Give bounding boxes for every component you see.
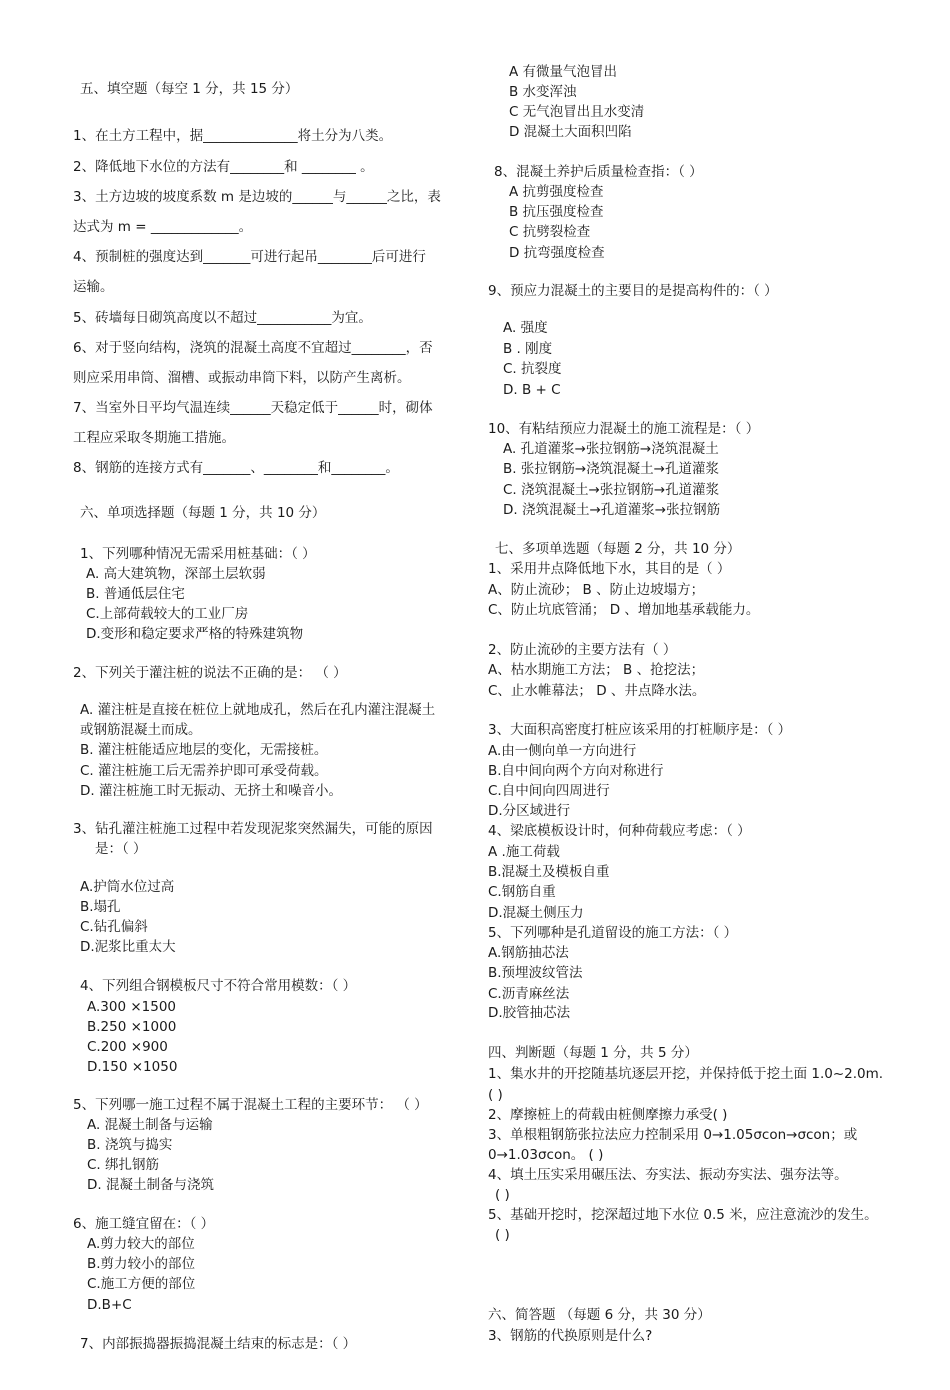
tf-q5-line2: ( ) [495,1227,510,1243]
sc-q9-option-b: B . 刚度 [503,341,553,357]
mc-q5-option-d: D.胶管抽芯法 [488,1005,571,1021]
mc-q2-stem: 2、防止流砂的主要方法有（ ） [488,642,677,658]
mc-q4-stem: 4、梁底模板设计时，何种荷载应考虑：（ ） [488,823,751,839]
tf-q4-line1: 4、填土压实采用碾压法、夯实法、振动夯实法、强夯法等。 [488,1167,848,1183]
section-6-title: 六、单项选择题（每题 1 分，共 10 分） [80,505,326,521]
sc-q7-option-a: A 有微量气泡冒出 [509,64,618,80]
sc-q2-option-d: D. 灌注桩施工时无振动、无挤土和噪音小。 [80,783,342,799]
mc-q4-option-b: B.混凝土及模板自重 [488,864,610,880]
fill-q8: 8、钢筋的连接方式有_______、________和________。 [73,460,399,476]
sc-q7-option-b: B 水变浑浊 [509,84,577,100]
sc-q4-option-c: C.200 ×900 [87,1039,168,1055]
sc-q10-option-d: D. 浇筑混凝土→孔道灌浆→张拉钢筋 [503,502,721,518]
sc-q9-option-d: D. B + C [503,382,561,398]
fill-q2: 2、降低地下水位的方法有________和 ________ 。 [73,159,374,175]
section-7-title: 七、多项单选题（每题 2 分，共 10 分） [495,541,741,557]
sc-q6-stem: 6、施工缝宜留在：（ ） [73,1216,215,1232]
mc-q3-option-c: C.自中间向四周进行 [488,783,610,799]
sc-q10-option-c: C. 浇筑混凝土→张拉钢筋→孔道灌浆 [503,482,720,498]
sc-q8-option-d: D 抗弯强度检查 [509,245,605,261]
sc-q7-option-c: C 无气泡冒出且水变清 [509,104,645,120]
sc-q1-option-c: C.上部荷载较大的工业厂房 [86,606,249,622]
fill-q6-line2: 则应采用串筒、溜槽、或振动串筒下料，以防产生离析。 [73,370,411,386]
mc-q5-stem: 5、下列哪种是孔道留设的施工方法：（ ） [488,925,738,941]
sc-q8-option-b: B 抗压强度检查 [509,204,604,220]
sc-q7-stem: 7、内部振捣器振捣混凝土结束的标志是：（ ） [80,1336,357,1352]
fill-q3-line1: 3、土方边坡的坡度系数 m 是边坡的______与______之比，表 [73,189,441,205]
sc-q3-option-b: B.塌孔 [80,899,121,915]
sc-q5-option-c: C. 绑扎钢筋 [87,1157,160,1173]
sc-q3-stem-line1: 3、钻孔灌注桩施工过程中若发现泥浆突然漏失，可能的原因 [73,821,433,837]
sc-q2-option-c: C. 灌注桩施工后无需养护即可承受荷载。 [80,763,328,779]
sc-q6-option-a: A.剪力较大的部位 [87,1236,195,1252]
sc-q2-option-a-line2: 或钢筋混凝土而成。 [80,722,202,738]
sc-q4-option-b: B.250 ×1000 [87,1019,177,1035]
sc-q9-option-c: C. 抗裂度 [503,361,562,377]
sc-q1-option-d: D.变形和稳定要求严格的特殊建筑物 [86,626,304,642]
sc-q1-option-a: A. 高大建筑物，深部土层软弱 [86,566,266,582]
sc-q7-option-d: D 混凝土大面积凹陷 [509,124,632,140]
sc-q5-option-a: A. 混凝土制备与运输 [87,1117,213,1133]
sc-q2-option-a-line1: A. 灌注桩是直接在桩位上就地成孔，然后在孔内灌注混凝土 [80,702,436,718]
mc-q5-option-a: A.钢筋抽芯法 [488,945,569,961]
mc-q3-option-b: B.自中间向两个方向对称进行 [488,763,664,779]
sc-q2-stem: 2、下列关于灌注桩的说法不正确的是： （ ） [73,665,347,681]
sc-q8-option-a: A 抗剪强度检查 [509,184,604,200]
section-4-title: 四、判断题（每题 1 分，共 5 分） [488,1045,698,1061]
sc-q4-stem: 4、下列组合钢模板尺寸不符合常用模数：（ ） [80,978,357,994]
sc-q4-option-d: D.150 ×1050 [87,1059,178,1075]
sc-q6-option-b: B.剪力较小的部位 [87,1256,196,1272]
fill-q4-line1: 4、预制桩的强度达到_______可进行起吊________后可进行 [73,249,426,265]
sc-q3-stem-line2: 是：（ ） [95,841,147,857]
sc-q3-option-c: C.钻孔偏斜 [80,919,148,935]
sc-q6-option-c: C.施工方便的部位 [87,1276,196,1292]
mc-q3-option-d: D.分区域进行 [488,803,571,819]
sc-q9-option-a: A. 强度 [503,320,548,336]
sc-q4-option-a: A.300 ×1500 [87,999,177,1015]
sc-q1-stem: 1、下列哪种情况无需采用桩基础：（ ） [80,546,316,562]
fill-q6-line1: 6、对于竖向结构，浇筑的混凝土高度不宜超过________，否 [73,340,433,356]
sc-q8-option-c: C 抗劈裂检查 [509,224,591,240]
sc-q3-option-a: A.护筒水位过高 [80,879,175,895]
sc-q5-option-b: B. 浇筑与捣实 [87,1137,173,1153]
sc-q1-option-b: B. 普通低层住宅 [86,586,185,602]
mc-q1-options-cd: C、防止坑底管涌； D 、增加地基承载能力。 [488,602,760,618]
tf-q5-line1: 5、基础开挖时，挖深超过地下水位 0.5 米，应注意流沙的发生。 [488,1207,878,1223]
mc-q2-options-ab: A、枯水期施工方法； B 、抢挖法； [488,662,705,678]
sc-q2-option-b: B. 灌注桩能适应地层的变化，无需接桩。 [80,742,328,758]
sc-q10-stem: 10、有粘结预应力混凝土的施工流程是：（ ） [488,421,760,437]
sc-q10-option-a: A. 孔道灌浆→张拉钢筋→浇筑混凝土 [503,441,719,457]
sc-q9-stem: 9、预应力混凝土的主要目的是提高构件的：（ ） [488,283,778,299]
mc-q4-option-a: A .施工荷载 [488,844,560,860]
sc-q8-stem: 8、混凝土养护后质量检查指：（ ） [494,164,703,180]
fill-q7-line1: 7、当室外日平均气温连续______天稳定低于______时，砌体 [73,400,433,416]
mc-q1-stem: 1、采用井点降低地下水，其目的是（ ） [488,561,731,577]
tf-q1-line1: 1、集水井的开挖随基坑逐层开挖，并保持低于挖土面 1.0~2.0m. [488,1066,884,1082]
sc-q10-option-b: B. 张拉钢筋→浇筑混凝土→孔道灌浆 [503,461,719,477]
tf-q4-line2: ( ) [495,1187,510,1203]
short-answer-title: 六、简答题 （每题 6 分，共 30 分） [488,1307,711,1323]
tf-q3-line2: 0→1.03σcon。 ( ) [488,1147,604,1163]
mc-q5-option-b: B.预埋波纹管法 [488,965,583,981]
fill-q4-line2: 运输。 [73,279,114,295]
tf-q2: 2、摩擦桩上的荷载由桩侧摩擦力承受( ) [488,1107,728,1123]
mc-q1-options-ab: A、防止流砂； B 、防止边坡塌方； [488,582,705,598]
fill-q3-line2: 达式为 m = _____________。 [73,219,253,235]
mc-q2-options-cd: C、止水帷幕法； D 、井点降水法。 [488,683,706,699]
sc-q6-option-d: D.B+C [87,1297,132,1313]
tf-q1-line2: ( ) [488,1087,503,1103]
mc-q3-option-a: A.由一侧向单一方向进行 [488,743,637,759]
mc-q5-option-c: C.沥青麻丝法 [488,986,570,1002]
tf-q3-line1: 3、单根粗钢筋张拉法应力控制采用 0→1.05σcon→σcon；或 [488,1127,858,1143]
sc-q5-option-d: D. 混凝土制备与浇筑 [87,1177,214,1193]
mc-q4-option-c: C.钢筋自重 [488,884,556,900]
fill-q1: 1、在土方工程中，据______________将土分为八类。 [73,128,393,144]
fill-q5: 5、砖墙每日砌筑高度以不超过___________为宜。 [73,310,372,326]
section-5-title: 五、填空题（每空 1 分，共 15 分） [80,81,299,97]
sc-q3-option-d: D.泥浆比重太大 [80,939,176,955]
fill-q7-line2: 工程应采取冬期施工措施。 [73,430,235,446]
mc-q4-option-d: D.混凝土侧压力 [488,905,584,921]
short-answer-q3: 3、钢筋的代换原则是什么? [488,1328,653,1344]
sc-q5-stem: 5、下列哪一施工过程不属于混凝土工程的主要环节： （ ） [73,1097,428,1113]
mc-q3-stem: 3、大面积高密度打桩应该采用的打桩顺序是：（ ） [488,722,792,738]
